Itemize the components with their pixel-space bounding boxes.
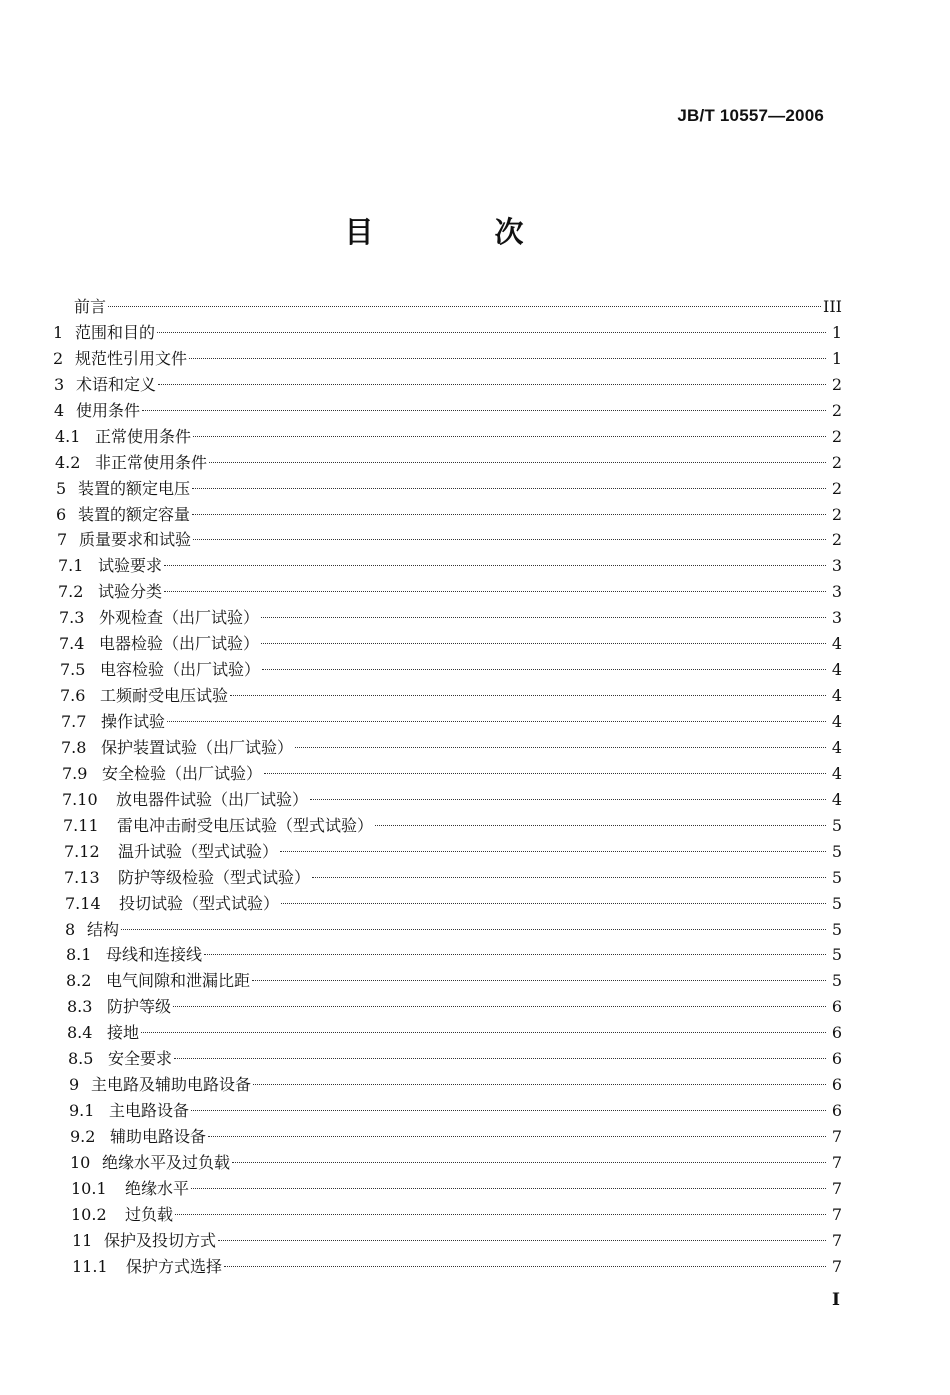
toc-entry-number: 7.1 bbox=[58, 556, 84, 576]
toc-entry[interactable] bbox=[52, 631, 842, 657]
toc-leader-dots bbox=[192, 488, 826, 489]
toc-leader-dots bbox=[167, 721, 826, 722]
toc-entry-title: 工频耐受电压试验 bbox=[100, 686, 229, 706]
toc-entry-page: 4 bbox=[831, 712, 842, 731]
toc-entry-title: 电器检验（出厂试验） bbox=[99, 634, 260, 654]
toc-entry-page: 7 bbox=[831, 1178, 842, 1198]
toc-entry-title: 装置的额定电压 bbox=[78, 478, 191, 498]
toc-entry-page: 5 bbox=[831, 841, 842, 861]
toc-entry-title: 非正常使用条件 bbox=[95, 452, 208, 472]
toc-entry-page: 7 bbox=[831, 1152, 842, 1172]
toc-entry-title: 主电路及辅助电路设备 bbox=[91, 1075, 252, 1095]
toc-entry[interactable] bbox=[52, 761, 842, 787]
toc-entry-title: 放电器件试验（出厂试验） bbox=[116, 789, 309, 809]
toc-leader-dots bbox=[141, 1032, 826, 1033]
toc-leader-dots bbox=[204, 954, 826, 955]
toc-leader-dots bbox=[175, 1214, 826, 1215]
toc-entry[interactable] bbox=[52, 372, 842, 398]
toc-entry[interactable] bbox=[52, 320, 842, 346]
toc-entry-number: 7 bbox=[57, 530, 68, 550]
toc-entry[interactable] bbox=[52, 813, 842, 839]
toc-leader-dots bbox=[230, 695, 826, 696]
toc-entry-title: 术语和定义 bbox=[76, 374, 157, 394]
toc-entry-title: 安全检验（出厂试验） bbox=[102, 763, 263, 783]
toc-entry-number: 2 bbox=[53, 348, 64, 368]
toc-entry-number: 7.11 bbox=[63, 815, 99, 835]
toc-leader-dots bbox=[164, 591, 826, 592]
toc-entry[interactable] bbox=[52, 1176, 842, 1202]
toc-entry-page: 4 bbox=[831, 737, 842, 757]
toc-entry-number: 8.4 bbox=[67, 1023, 93, 1043]
toc-entry[interactable] bbox=[52, 1228, 842, 1254]
toc-leader-dots bbox=[208, 1136, 826, 1137]
toc-entry[interactable] bbox=[52, 709, 842, 735]
toc-leader-dots bbox=[191, 1188, 826, 1189]
toc-entry-title: 前言 bbox=[74, 297, 107, 316]
toc-entry-title: 结构 bbox=[87, 919, 120, 939]
toc-entry-title: 投切试验（型式试验） bbox=[119, 893, 280, 913]
toc-entry[interactable] bbox=[52, 657, 842, 683]
toc-entry-page: 2 bbox=[831, 504, 842, 524]
toc-entry-page: 6 bbox=[831, 997, 842, 1017]
toc-entry-title: 辅助电路设备 bbox=[110, 1127, 207, 1146]
toc-entry-page: 5 bbox=[831, 867, 842, 887]
toc-entry-title: 母线和连接线 bbox=[106, 945, 203, 965]
toc-entry-number: 7.2 bbox=[58, 582, 84, 602]
toc-entry-title: 试验要求 bbox=[98, 556, 163, 576]
toc-entry-title: 试验分类 bbox=[98, 582, 163, 602]
toc-entry-number: 7.9 bbox=[62, 763, 88, 783]
toc-entry-number: 8.3 bbox=[67, 997, 93, 1017]
toc-entry-page: 6 bbox=[831, 1023, 842, 1043]
toc-entry-number: 5 bbox=[56, 478, 67, 498]
toc-entry-title: 范围和目的 bbox=[75, 322, 156, 342]
toc-leader-dots bbox=[218, 1240, 826, 1241]
toc-entry-page: 5 bbox=[831, 815, 842, 835]
toc-entry[interactable] bbox=[52, 1124, 842, 1150]
toc-entry[interactable] bbox=[52, 1046, 842, 1072]
toc-entry[interactable] bbox=[52, 917, 842, 943]
toc-leader-dots bbox=[142, 410, 826, 411]
toc-entry-number: 7.8 bbox=[61, 737, 87, 757]
toc-leader-dots bbox=[193, 436, 826, 437]
toc-entry[interactable] bbox=[52, 735, 842, 761]
toc-entry[interactable] bbox=[52, 502, 842, 528]
toc-entry-title: 保护方式选择 bbox=[126, 1256, 223, 1276]
toc-entry[interactable] bbox=[52, 424, 842, 450]
toc-entry-page: 5 bbox=[831, 919, 842, 939]
toc-leader-dots bbox=[232, 1162, 826, 1163]
toc-entry-page: 7 bbox=[831, 1230, 842, 1250]
toc-entry-title: 过负载 bbox=[125, 1204, 174, 1224]
toc-entry-page: 4 bbox=[831, 634, 842, 654]
toc-entry-page: 1 bbox=[831, 348, 842, 368]
toc-entry-number: 10.2 bbox=[71, 1204, 107, 1224]
toc-leader-dots bbox=[164, 565, 826, 566]
toc-entry-page: III bbox=[823, 297, 842, 316]
toc-entry-number: 8.2 bbox=[66, 971, 92, 991]
toc-entry-title: 保护装置试验（出厂试验） bbox=[101, 737, 294, 757]
toc-leader-dots bbox=[262, 669, 826, 670]
toc-entry-number: 9.2 bbox=[70, 1127, 96, 1146]
toc-entry-number: 7.7 bbox=[61, 712, 87, 731]
toc-entry-page: 2 bbox=[831, 400, 842, 420]
toc-leader-dots bbox=[261, 617, 826, 618]
toc-leader-dots bbox=[261, 643, 826, 644]
toc-leader-dots bbox=[264, 773, 826, 774]
toc-entry[interactable] bbox=[52, 1072, 842, 1098]
toc-entry-page: 4 bbox=[831, 789, 842, 809]
toc-entry[interactable] bbox=[52, 605, 842, 631]
toc-entry-title: 外观检查（出厂试验） bbox=[99, 608, 260, 628]
table-of-contents bbox=[52, 294, 842, 1280]
toc-entry[interactable] bbox=[52, 476, 842, 502]
toc-entry-number: 7.4 bbox=[59, 634, 85, 654]
toc-entry-number: 7.5 bbox=[60, 660, 86, 680]
toc-entry-title: 电气间隙和泄漏比距 bbox=[106, 971, 251, 991]
toc-entry-number: 7.12 bbox=[64, 841, 100, 861]
toc-entry-title: 雷电冲击耐受电压试验（型式试验） bbox=[117, 815, 374, 835]
toc-entry-title: 使用条件 bbox=[76, 400, 141, 420]
toc-leader-dots bbox=[281, 903, 826, 904]
toc-entry-number: 8 bbox=[65, 919, 76, 939]
toc-entry-number: 7.3 bbox=[59, 608, 85, 628]
toc-leader-dots bbox=[121, 929, 826, 930]
toc-entry-page: 1 bbox=[831, 322, 842, 342]
toc-entry[interactable] bbox=[52, 839, 842, 865]
toc-leader-dots bbox=[193, 539, 826, 540]
toc-entry-number: 8.1 bbox=[66, 945, 92, 965]
toc-leader-dots bbox=[295, 747, 826, 748]
toc-entry-title: 操作试验 bbox=[101, 712, 166, 731]
document-code: JB/T 10557—2006 bbox=[677, 106, 824, 125]
toc-entry-title: 安全要求 bbox=[108, 1049, 173, 1069]
toc-entry-number: 3 bbox=[54, 374, 65, 394]
toc-entry[interactable] bbox=[52, 968, 842, 994]
toc-entry-number: 10.1 bbox=[71, 1178, 107, 1198]
toc-entry-number: 4 bbox=[54, 400, 65, 420]
toc-entry-number: 7.6 bbox=[60, 686, 86, 706]
toc-leader-dots bbox=[312, 877, 826, 878]
toc-entry[interactable] bbox=[52, 398, 842, 424]
page-number: I bbox=[832, 1290, 840, 1310]
toc-entry[interactable] bbox=[52, 942, 842, 968]
toc-entry-page: 2 bbox=[831, 426, 842, 446]
toc-leader-dots bbox=[173, 1006, 826, 1007]
toc-leader-dots bbox=[192, 514, 826, 515]
toc-entry-title: 防护等级检验（型式试验） bbox=[118, 867, 311, 887]
toc-entry[interactable] bbox=[52, 1202, 842, 1228]
toc-entry-number: 7.10 bbox=[62, 789, 98, 809]
toc-entry-number: 7.14 bbox=[65, 893, 101, 913]
toc-entry-number: 9.1 bbox=[69, 1101, 95, 1121]
toc-leader-dots bbox=[174, 1058, 826, 1059]
toc-entry-number: 11 bbox=[72, 1230, 93, 1250]
toc-entry[interactable] bbox=[52, 450, 842, 476]
toc-entry-title: 温升试验（型式试验） bbox=[118, 841, 279, 861]
toc-entry-number: 4.2 bbox=[55, 452, 81, 472]
toc-entry-page: 7 bbox=[831, 1127, 842, 1146]
toc-entry-title: 接地 bbox=[107, 1023, 140, 1043]
toc-entry-page: 6 bbox=[831, 1101, 842, 1121]
toc-entry-page: 6 bbox=[831, 1049, 842, 1069]
toc-entry-title: 主电路设备 bbox=[109, 1101, 190, 1121]
toc-entry-page: 2 bbox=[831, 530, 842, 550]
toc-leader-dots bbox=[209, 462, 826, 463]
toc-entry[interactable] bbox=[52, 1098, 842, 1124]
toc-entry-page: 5 bbox=[831, 945, 842, 965]
toc-entry-page: 6 bbox=[831, 1075, 842, 1095]
toc-entry-page: 3 bbox=[831, 608, 842, 628]
toc-entry[interactable] bbox=[52, 865, 842, 891]
toc-entry[interactable] bbox=[52, 553, 842, 579]
toc-entry[interactable] bbox=[52, 1150, 842, 1176]
toc-entry[interactable] bbox=[52, 294, 842, 320]
toc-entry[interactable] bbox=[52, 346, 842, 372]
toc-entry-page: 3 bbox=[831, 582, 842, 602]
toc-leader-dots bbox=[158, 384, 826, 385]
toc-entry-page: 3 bbox=[831, 556, 842, 576]
toc-leader-dots bbox=[108, 306, 821, 307]
toc-entry[interactable] bbox=[52, 683, 842, 709]
toc-entry-title: 装置的额定容量 bbox=[78, 504, 191, 524]
toc-entry-page: 5 bbox=[831, 893, 842, 913]
toc-entry-number: 4.1 bbox=[55, 426, 81, 446]
toc-entry-title: 防护等级 bbox=[107, 997, 172, 1017]
toc-leader-dots bbox=[280, 851, 826, 852]
toc-entry-page: 7 bbox=[831, 1256, 842, 1276]
toc-entry-number: 7.13 bbox=[64, 867, 100, 887]
toc-entry-page: 7 bbox=[831, 1204, 842, 1224]
toc-entry-page: 4 bbox=[831, 763, 842, 783]
toc-leader-dots bbox=[224, 1266, 826, 1267]
toc-leader-dots bbox=[310, 799, 826, 800]
toc-entry-title: 正常使用条件 bbox=[95, 426, 192, 446]
toc-entry-page: 2 bbox=[831, 478, 842, 498]
toc-entry-page: 4 bbox=[831, 660, 842, 680]
page-title: 目 次 bbox=[344, 215, 570, 249]
toc-leader-dots bbox=[375, 825, 826, 826]
toc-entry-title: 电容检验（出厂试验） bbox=[100, 660, 261, 680]
toc-entry-number: 8.5 bbox=[68, 1049, 94, 1069]
toc-entry-number: 10 bbox=[70, 1152, 91, 1172]
toc-entry-number: 6 bbox=[56, 504, 67, 524]
toc-entry-title: 保护及投切方式 bbox=[104, 1230, 217, 1250]
toc-entry-number: 9 bbox=[69, 1075, 80, 1095]
toc-entry-page: 4 bbox=[831, 686, 842, 706]
toc-leader-dots bbox=[157, 332, 826, 333]
toc-entry[interactable] bbox=[52, 527, 842, 553]
toc-entry[interactable] bbox=[52, 1254, 842, 1280]
toc-leader-dots bbox=[253, 1084, 826, 1085]
toc-leader-dots bbox=[189, 358, 826, 359]
toc-entry[interactable] bbox=[52, 787, 842, 813]
toc-leader-dots bbox=[252, 980, 826, 981]
toc-entry-page: 2 bbox=[831, 452, 842, 472]
toc-entry[interactable] bbox=[52, 579, 842, 605]
toc-entry-title: 绝缘水平及过负载 bbox=[102, 1152, 231, 1172]
toc-entry-page: 5 bbox=[831, 971, 842, 991]
toc-entry[interactable] bbox=[52, 994, 842, 1020]
toc-entry-title: 绝缘水平 bbox=[125, 1178, 190, 1198]
toc-entry-number: 11.1 bbox=[72, 1256, 108, 1276]
toc-entry-title: 规范性引用文件 bbox=[75, 348, 188, 368]
toc-entry[interactable] bbox=[52, 891, 842, 917]
toc-entry[interactable] bbox=[52, 1020, 842, 1046]
toc-leader-dots bbox=[191, 1110, 826, 1111]
toc-entry-number: 1 bbox=[53, 322, 64, 342]
toc-entry-page: 2 bbox=[831, 374, 842, 394]
toc-entry-title: 质量要求和试验 bbox=[79, 530, 192, 550]
